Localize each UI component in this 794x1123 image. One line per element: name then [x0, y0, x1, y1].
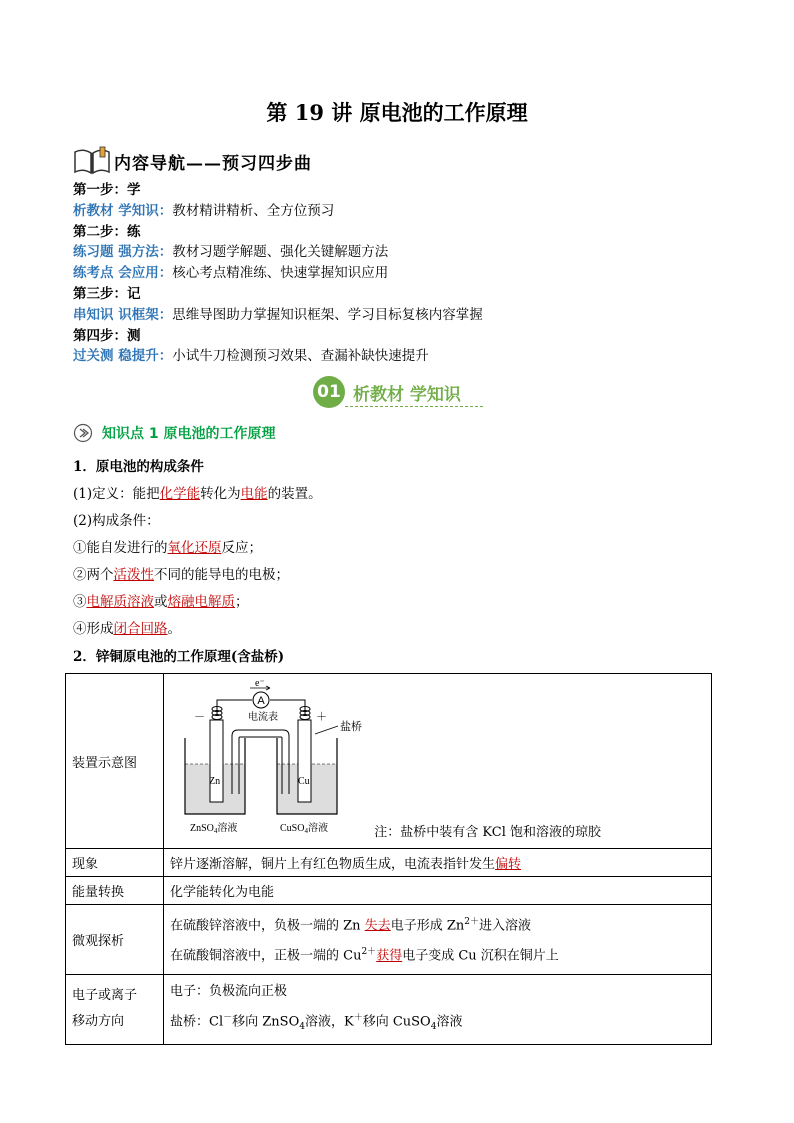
galvanic-cell-diagram: [170, 676, 600, 842]
nav-header: [72, 146, 312, 176]
battery-table: [65, 673, 712, 1045]
row-head-device: 装置示意图: [66, 674, 164, 849]
phenomenon-cell: 锌片逐渐溶解，铜片上有红色物质生成，电流表指针发生偏转: [164, 849, 712, 877]
movement-cell: [164, 974, 712, 1044]
row-head-energy: 能量转换: [66, 877, 164, 905]
conditions-heading: (2)构成条件：: [73, 513, 160, 529]
step-1-line: 析教材 学知识：教材精讲精析、全方位预习: [73, 202, 335, 219]
step-2-head: 第二步：练: [73, 223, 141, 240]
step-3-line: 串知识 识框架：思维导图助力掌握知识框架、学习目标复核内容掌握: [73, 306, 483, 323]
section-underline: [345, 406, 483, 407]
micro-line-1: 在硫酸锌溶液中，负极一端的 Zn 失去电子形成 $Zn^{2+}$进入溶液: [170, 917, 531, 934]
knowledge-point-header: [73, 423, 276, 443]
step-2-line-2: 练考点 会应用：核心考点精准练、快速掌握知识应用: [73, 265, 389, 282]
electron-label: e⁻: [255, 678, 265, 689]
row-head-movement: 电子或离子 移动方向: [66, 974, 164, 1044]
zn-label: Zn: [209, 776, 221, 787]
plus-sign: ＋: [316, 710, 327, 723]
salt-bridge-label: 盐桥: [340, 720, 362, 733]
step-4-line: 过关测 稳提升：小试牛刀检测预习效果、查漏补缺快速提升: [73, 348, 429, 365]
condition-2: ②两个活泼性不同的能导电的电极；: [73, 567, 289, 583]
right-solution-label: CuSO$_4$溶液: [280, 823, 328, 835]
minus-sign: －: [194, 710, 205, 723]
arrow-circle-icon: [73, 423, 93, 443]
micro-line-2: 在硫酸铜溶液中，正极一端的 $Cu^{2+}$获得电子变成 Cu 沉积在铜片上: [170, 947, 559, 964]
nav-title: 内容导航——预习四步曲: [114, 153, 312, 174]
condition-3: ③电解质溶液或熔融电解质；: [73, 594, 249, 610]
table-row: [66, 849, 712, 877]
energy-cell: 化学能转化为电能: [164, 877, 712, 905]
section-number: 01: [313, 376, 345, 408]
diagram-cell: [164, 674, 712, 849]
table-row: [66, 877, 712, 905]
row-head-phenomenon: 现象: [66, 849, 164, 877]
section-badge: [313, 376, 461, 408]
diagram-note: 注：盐桥中装有含 KCl 饱和溶液的琼胶: [374, 825, 601, 840]
movement-line-2: 盐桥：Cl－移向 ZnSO$_4$溶液，K＋移向 CuSO$_4$溶液: [170, 1012, 463, 1032]
table-row: [66, 674, 712, 849]
section-label: 析教材 学知识: [353, 384, 461, 405]
condition-4: ④形成闭合回路。: [73, 621, 181, 637]
part2-heading: 2．锌铜原电池的工作原理(含盐桥): [73, 649, 285, 665]
left-solution-label: ZnSO$_4$溶液: [190, 823, 238, 835]
micro-cell: [164, 905, 712, 975]
copper-electrode: [298, 720, 311, 802]
table-row: [66, 905, 712, 975]
step-1-head: 第一步：学: [73, 182, 141, 198]
step-4-head: 第四步：测: [73, 327, 141, 344]
row-head-micro: 微观探析: [66, 905, 164, 975]
knowledge-point-title: 知识点 1 原电池的工作原理: [102, 426, 276, 442]
definition-line: (1)定义：能把化学能转化为电能的装置。: [73, 486, 322, 502]
movement-line-1: 电子：负极流向正极: [170, 983, 288, 999]
table-row: [66, 974, 712, 1044]
zinc-electrode: [210, 720, 223, 802]
condition-1: ①能自发进行的氧化还原反应；: [73, 540, 262, 556]
steps-list: [73, 180, 483, 367]
part1-heading: 1．原电池的构成条件: [73, 459, 204, 475]
ammeter-symbol: A: [257, 695, 265, 707]
step-2-line-1: 练习题 强方法：教材习题学解题、强化关键解题方法: [73, 244, 389, 261]
page-title: 第 19 讲 原电池的工作原理: [266, 100, 528, 125]
ammeter-label: 电流表: [248, 712, 278, 723]
cu-label: Cu: [298, 776, 310, 787]
book-icon: [72, 146, 112, 176]
step-3-head: 第三步：记: [73, 285, 141, 302]
